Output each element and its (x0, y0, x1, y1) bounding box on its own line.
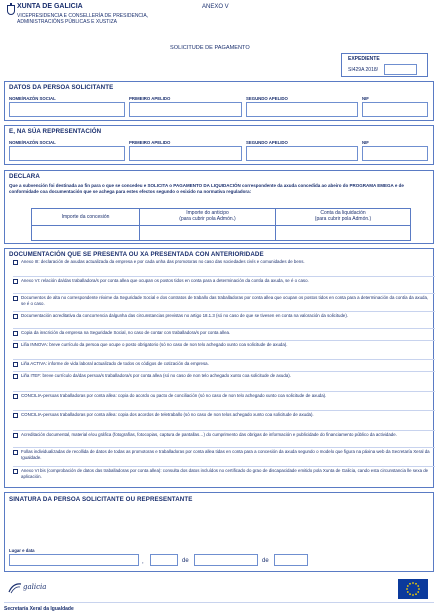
doc-item-text: CONCILIA-persoas traballadoras por conta allea: copia dos acordos de teletraballo (só no caso de non telos achegado xunto coa solicitude de axuda). (21, 412, 314, 417)
representacion-nif-label: NIF (362, 140, 369, 145)
expediente-label: EXPEDIENTE (348, 56, 380, 62)
solicitante-surname1-label: PRIMEIRO APELIDO (129, 96, 171, 101)
doc-item-text: Follas individualizadas de recollida de datos de todas as promotoras e traballadoras por conta allea tidas en conta para a concesión da axuda segundo o modelo que figura na páxina web da Secretaría Xeral da Igualdade. (21, 449, 430, 460)
solicitante-nif-label: NIF (362, 96, 369, 101)
documentacion-title: DOCUMENTACIÓN QUE SE PRESENTA OU XA PRESENTADA CON ANTERIORIDADE (9, 251, 264, 258)
doc-checkbox[interactable] (13, 296, 18, 301)
representacion-surname1-field[interactable] (129, 146, 242, 161)
header (0, 0, 439, 34)
footer-rule (4, 602, 434, 603)
importe-anticipo-label: Importe do anticipo (186, 210, 229, 216)
doc-item-text: Anexo III: declaración de axudas actualizada da empresa e por cada unha das promotoras no caso das sociedades civís e comunidades de bens. (21, 259, 305, 264)
doc-item-text: Documentos de alta no correspondente réxime da Seguridade Social e dos contratos de traballo das traballadoras por conta allea que ocupan os postos tidos en conta para a determinación da contía da axuda, se é o caso. (21, 295, 429, 306)
doc-item (13, 412, 435, 431)
doc-item-text: Liña ITEF: breve currículo da/das persoa/s traballadora/s por conta allea (só no caso de non telo achegado xunto coa solicitude de axuda). (21, 373, 291, 378)
solicitante-surname1-field[interactable] (129, 102, 242, 117)
importe-concesion-header (32, 209, 140, 226)
solicitante-nif-field[interactable] (362, 102, 428, 117)
representacion-surname2-field[interactable] (246, 146, 358, 161)
firma-section (4, 492, 434, 572)
place-field[interactable] (9, 554, 139, 566)
doc-item (13, 342, 435, 360)
doc-item (13, 468, 435, 486)
importe-anticipo-field[interactable] (140, 226, 276, 240)
doc-checkbox[interactable] (13, 450, 18, 455)
doc-item-text: Copia da inscrición da empresa na Seguridade Social, no caso de contar con traballadora/s por conta allea. (21, 330, 231, 335)
year-field[interactable] (274, 554, 308, 566)
doc-checkbox[interactable] (13, 362, 18, 367)
conta-liquidacion-label: Conta da liquidación (320, 210, 366, 216)
importe-concesion-label: Importe da concesión (61, 214, 110, 220)
solicitante-name-field[interactable] (9, 102, 125, 117)
de-separator-2: de (262, 558, 269, 564)
expediente-number-field[interactable] (384, 64, 417, 75)
representacion-name-label: NOME/RAZÓN SOCIAL (9, 140, 56, 145)
documentacion-list (5, 259, 435, 489)
expediente-value: SI429A 2018/ (348, 67, 379, 73)
conta-liquidacion-header (276, 209, 410, 226)
firma-title: SINATURA DA PERSOA SOLICITANTE OU REPRESENTANTE (9, 496, 193, 503)
importe-anticipo-header (140, 209, 276, 226)
doc-item (13, 259, 435, 277)
doc-item (13, 373, 435, 392)
dept-line-2: ADMINISTRACIÓNS PÚBLICAS E XUSTIZA (17, 19, 118, 25)
comma-separator: , (142, 559, 144, 565)
galicia-swoosh-icon (8, 582, 22, 594)
doc-item-text: Liña ACTIVA: informe de vida laboral actualizado de todos os códigos de cotización da empresa. (21, 361, 209, 366)
conta-liquidacion-field[interactable] (276, 226, 410, 240)
importe-concesion-field[interactable] (32, 226, 140, 240)
importe-anticipo-note: (para cubrir pola Admón.) (179, 216, 236, 222)
doc-item (13, 295, 435, 312)
eu-flag-icon (398, 579, 428, 599)
solicitante-name-label: NOME/RAZÓN SOCIAL (9, 96, 56, 101)
declara-title: DECLARA (9, 173, 40, 180)
doc-item-text: Documentación acreditativa da concorrencia dalgunha das circunstancias previstas no artigo 18.1.3 (só no caso de que se tivesen en conta na valoración da solicitude). (21, 313, 349, 318)
representacion-title: E, NA SÚA REPRESENTACIÓN (9, 128, 102, 135)
representacion-name-field[interactable] (9, 146, 125, 161)
place-date-label: Lugar e data (9, 548, 35, 553)
galicia-logo (8, 580, 68, 596)
expediente-box (341, 53, 428, 77)
form-title: SOLICITUDE DE PAGAMENTO (170, 45, 250, 51)
doc-item (13, 393, 435, 411)
doc-checkbox[interactable] (13, 433, 18, 438)
solicitante-section (4, 81, 434, 121)
doc-checkbox[interactable] (13, 469, 18, 474)
annex-label: ANEXO V (202, 4, 229, 10)
conta-liquidacion-note: (para cubrir pola Admón.) (314, 216, 372, 222)
footer-organ: Secretaría Xeral da Igualdade (4, 606, 74, 612)
doc-checkbox[interactable] (13, 331, 18, 336)
documentacion-section (4, 248, 434, 488)
doc-checkbox[interactable] (13, 260, 18, 265)
solicitante-title: DATOS DA PERSOA SOLICITANTE (9, 84, 114, 91)
doc-item (13, 361, 435, 372)
doc-item-text: Lifia INNOVA: breve currículo da persoa que ocupe o posto obrigatorio (só no caso de non telo achegado xunto coa solicitude de axuda). (21, 342, 288, 347)
representacion-surname2-label: SEGUNDO APELIDO (246, 140, 288, 145)
day-field[interactable] (150, 554, 178, 566)
doc-item (13, 313, 435, 329)
doc-checkbox[interactable] (13, 343, 18, 348)
doc-item (13, 278, 435, 294)
declara-text: Que a subvención foi destinada ao fin para o que se concedeu e SOLICITA o PAGAMENTO DA LIQUIDACIÓN correspondente da axuda concedida ao abeiro do PROGRAMA EMEGA e de conformidade coa documentación que se achega para estes efectos segundo o esixido na normativa reguladora: (9, 183, 404, 194)
galicia-logo-text: galicia (23, 583, 47, 591)
org-name: XUNTA DE GALICIA (17, 3, 83, 10)
dept-line-1: VICEPRESIDENCIA E CONSELLERÍA DE PRESIDENCIA, (17, 13, 149, 19)
doc-checkbox[interactable] (13, 394, 18, 399)
doc-checkbox[interactable] (13, 314, 18, 319)
representacion-surname1-label: PRIMEIRO APELIDO (129, 140, 171, 145)
doc-item-text: Acreditación documental, material e/ou gráfica (fotografías, fotocopias, captura de pantallas…) do cumprimento das obrigas de información e publicidade do financiamento público da actividade. (21, 432, 397, 437)
doc-item (13, 432, 435, 448)
month-field[interactable] (194, 554, 258, 566)
declara-section (4, 170, 434, 244)
de-separator-1: de (182, 558, 189, 564)
representacion-section (4, 125, 434, 165)
doc-checkbox[interactable] (13, 413, 18, 418)
doc-item (13, 449, 435, 467)
solicitante-surname2-field[interactable] (246, 102, 358, 117)
solicitante-surname2-label: SEGUNDO APELIDO (246, 96, 288, 101)
representacion-nif-field[interactable] (362, 146, 428, 161)
amounts-table (31, 208, 411, 241)
doc-item-text: Anexo VI bis (comprobación de datos das traballadoras por conta allea): consulta dos datos incluídos no certificado do grao de discapacidade emitido pola Xunta de Galicia, cando esta circunstancia lle sexa de aplicación. (21, 468, 429, 479)
doc-item-text: CONCILIA-persoas traballadoras por conta allea: copia do acordo ou pacto de conciliación (só no caso de non telo achegado xunto coa solicitude de axuda). (21, 393, 327, 398)
doc-checkbox[interactable] (13, 279, 18, 284)
eu-stars-icon (398, 579, 428, 599)
doc-checkbox[interactable] (13, 374, 18, 379)
doc-item-text: Anexo VI: relación da/das traballadora/s por conta allea que ocupan os postos tidos en conta para a determinación da contía da axuda, se é o caso. (21, 278, 309, 283)
doc-item (13, 330, 435, 341)
